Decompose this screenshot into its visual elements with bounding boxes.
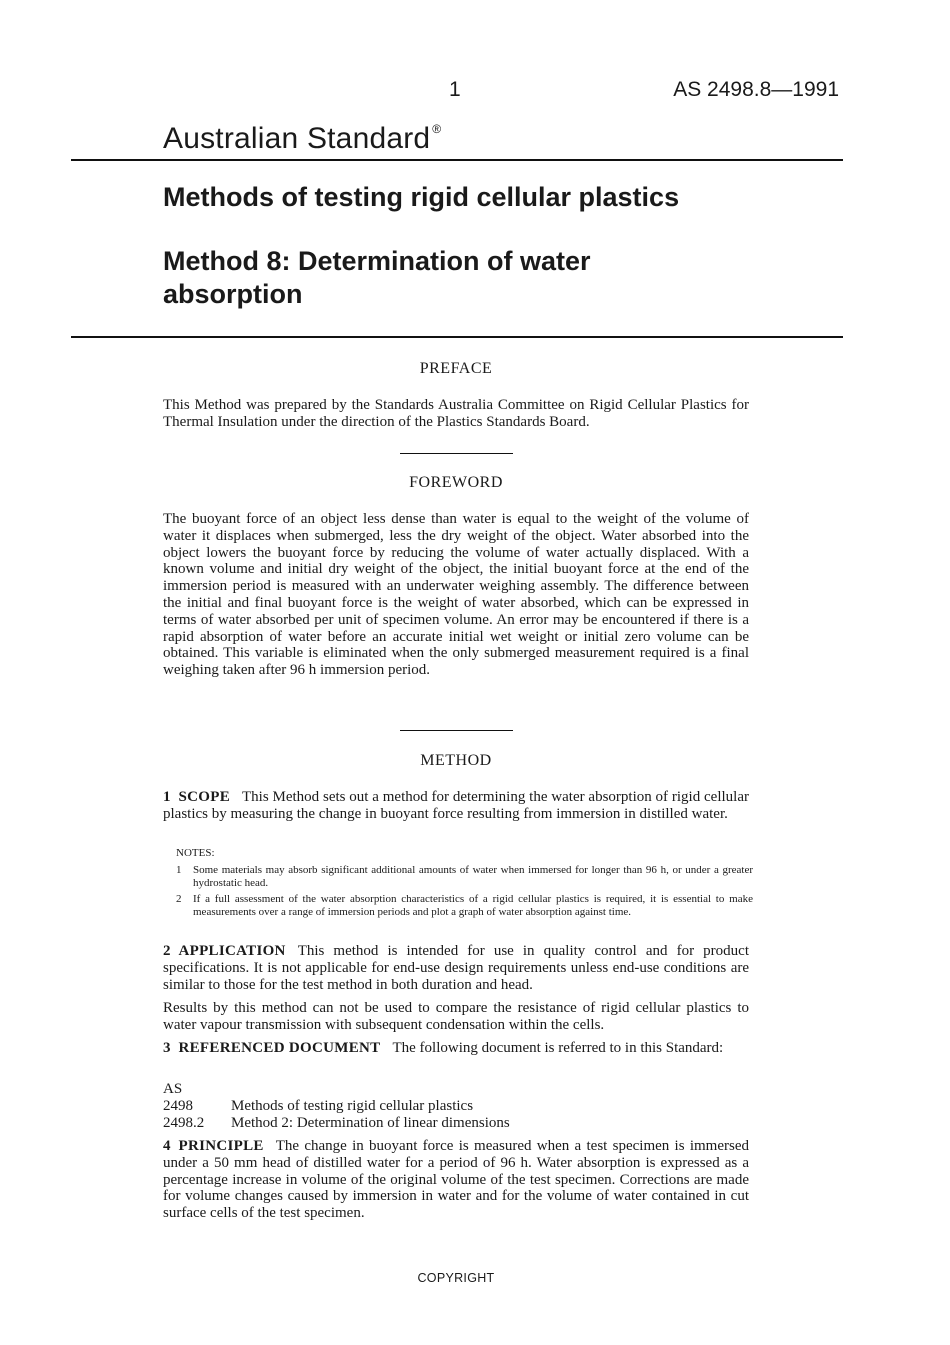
clause-title: SCOPE (178, 789, 231, 805)
application-text-2: Results by this method can not be used to compare the resistance of rigid cellular plastics to water vapour transmission with subsequent condensation within the cells. (163, 1000, 749, 1033)
method-heading: METHOD (420, 752, 492, 769)
page-number: 1 (449, 78, 461, 101)
reference-title: Methods of testing rigid cellular plastics (231, 1097, 474, 1114)
clause-principle (163, 1138, 749, 1222)
reference-prefix: AS (163, 1081, 183, 1097)
clause-number: 4 (163, 1138, 171, 1154)
reference-code: 2498 (163, 1097, 193, 1114)
preface-text: This Method was prepared by the Standards Australia Committee on Rigid Cellular Plastics for Thermal Insulation under the direction of the Plastics Standards Board. (163, 397, 749, 430)
clause-number: 3 (163, 1040, 171, 1056)
document-title: Methods of testing rigid cellular plastics (163, 182, 680, 212)
foreword-divider (400, 730, 513, 731)
note-text: If a full assessment of the water absorption characteristics of a rigid cellular plastics is required, it is essential to make measurements over a range of immersion periods and plot a graph of water absorption against time. (193, 893, 753, 918)
note-text: Some materials may absorb significant additional amounts of water when immersed for longer than 96 h, or under a greater hydrostatic head. (193, 864, 753, 889)
reference-title: Method 2: Determination of linear dimensions (231, 1114, 510, 1131)
reference-list (163, 1081, 749, 1131)
preface-heading: PREFACE (419, 360, 493, 377)
clause-text: This Method sets out a method for determining the water absorption of rigid cellular plastics by measuring the change in buoyant force resulting from immersion in distilled water. (163, 789, 749, 822)
clause-text: This method is intended for use in quality control and for product specifications. It is not applicable for end-use design requirements unless end-use conditions are similar to those for the test method in both duration and head. (163, 943, 749, 993)
notes-heading: NOTES: (176, 847, 215, 859)
clause-text: The change in buoyant force is measured when a test specimen is immersed under a 50 mm head of distilled water for a period of 96 h. Water absorption is expressed as a percentage increase in volume of the original volume of the test specimen. Corrections are made for volume changes caused by immersion in water and for the volume of water contained in cut surface cells of the test specimen. (163, 1138, 749, 1222)
note-number: 2 (176, 893, 182, 905)
clause-number: 2 (163, 943, 171, 959)
preface-divider (400, 453, 513, 454)
clause-title: PRINCIPLE (178, 1138, 264, 1154)
clause-application (163, 943, 749, 993)
foreword-text: The buoyant force of an object less dense than water is equal to the weight of the volume of water it displaces when submerged, less the dry weight of the object. Water absorbed into the object lowers the buoyant force by reducing the volume of water actually displaced. With a known volume and initial dry weight of the object, the initial buoyant force at the end of the immersion period is measured with an underwater weighing assembly. The difference between the initial and final buoyant force is the weight of water absorbed, which can be expressed in terms of water absorbed per unit of specimen volume. An error may be encountered if there is a rapid absorption of water before an accurate initial wet weight or initial zero volume can be obtained. This variable is eliminated when the only submerged measurement required is a final weighing taken after 96 h immersion period. (163, 511, 749, 679)
note-item (176, 893, 753, 919)
brand-text: Australian Standard (163, 122, 431, 155)
top-rule (71, 159, 843, 161)
clause-title: REFERENCED DOCUMENT (178, 1040, 381, 1056)
clause-text: The following document is referred to in this Standard: (392, 1040, 724, 1056)
clause-scope (163, 789, 749, 823)
brand-title (163, 122, 441, 156)
note-number: 1 (176, 864, 182, 876)
notes-block (176, 847, 753, 922)
reference-code: 2498.2 (163, 1114, 205, 1131)
registered-mark: ® (432, 122, 442, 136)
clause-referenced-document (163, 1040, 749, 1057)
note-item (176, 864, 753, 890)
clause-number: 1 (163, 789, 171, 805)
document-subtitle: Method 8: Determination of water absorption (163, 246, 591, 309)
copyright-footer: COPYRIGHT (417, 1271, 495, 1285)
reference-item (163, 1098, 749, 1115)
foreword-heading: FOREWORD (409, 474, 503, 491)
reference-item (163, 1115, 749, 1132)
section-rule (71, 336, 843, 338)
standard-code: AS 2498.8—1991 (673, 78, 839, 101)
clause-title: APPLICATION (178, 943, 286, 959)
